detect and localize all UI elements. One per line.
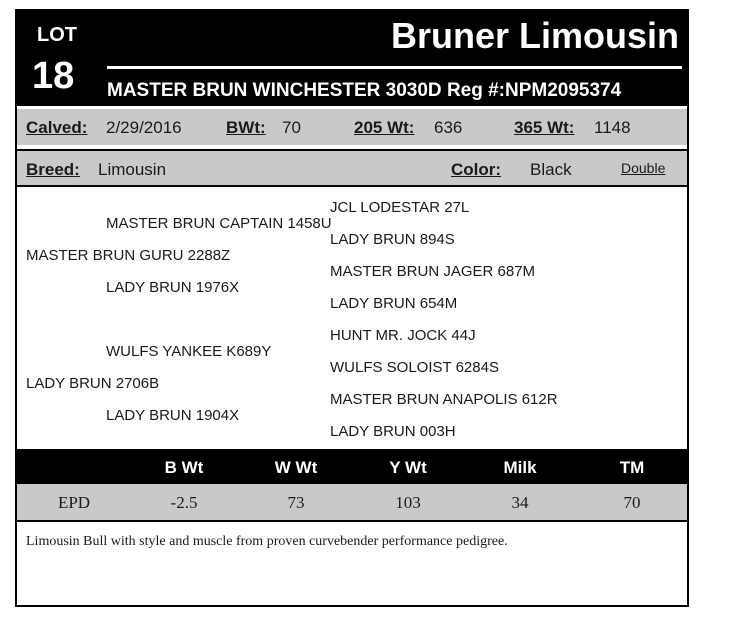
epd-row-label: EPD xyxy=(57,493,91,512)
epd-value-tm: 70 xyxy=(623,493,641,512)
epd-header-tm: TM xyxy=(619,458,645,477)
pedigree-sire-sire-sire: JCL LODESTAR 27L xyxy=(330,199,470,216)
calved-value: 2/29/2016 xyxy=(106,118,182,137)
weight-205-label: 205 Wt: xyxy=(354,118,415,137)
calved-label: Calved: xyxy=(26,118,88,137)
pedigree-dam-sire-dam: WULFS SOLOIST 6284S xyxy=(330,359,499,376)
breed-value: Limousin xyxy=(98,160,167,179)
pedigree-sire-sire-dam: LADY BRUN 894S xyxy=(330,231,455,248)
registration-number: Reg #:NPM2095374 xyxy=(446,80,622,101)
pedigree-sire-dam: LADY BRUN 1976X xyxy=(106,279,240,296)
animal-name: MASTER BRUN WINCHESTER 3030D xyxy=(107,80,442,101)
weight-365-value: 1148 xyxy=(594,118,631,137)
pedigree-dam-sire: WULFS YANKEE K689Y xyxy=(106,343,272,360)
pedigree-dam: LADY BRUN 2706B xyxy=(26,375,160,392)
breed-row xyxy=(17,149,687,187)
epd-header-ywt: Y Wt xyxy=(389,458,427,477)
lot-label: LOT xyxy=(37,24,77,46)
pedigree-dam-dam-sire: MASTER BRUN ANAPOLIS 612R xyxy=(330,391,558,408)
animal-name-line xyxy=(107,80,621,102)
bwt-value: 70 xyxy=(282,118,301,137)
lot-number: 18 xyxy=(32,55,75,97)
epd-value-milk: 34 xyxy=(511,493,529,512)
breed-label: Breed: xyxy=(26,160,80,179)
lot-comment: Limousin Bull with style and muscle from proven curvebender performance pedigree. xyxy=(26,534,508,549)
pedigree-sire-sire: MASTER BRUN CAPTAIN 1458U xyxy=(106,215,332,232)
color-value: Black xyxy=(530,160,572,179)
pedigree-sire-dam-sire: MASTER BRUN JAGER 687M xyxy=(330,263,536,280)
pedigree-sire-dam-dam: LADY BRUN 654M xyxy=(330,295,458,312)
epd-value-bwt: -2.5 xyxy=(170,493,198,512)
epd-header-row xyxy=(17,449,687,484)
weight-365-label: 365 Wt: xyxy=(514,118,575,137)
epd-header-bwt: B Wt xyxy=(164,458,204,477)
double-marker: Double xyxy=(621,160,666,176)
pedigree-dam-dam: LADY BRUN 1904X xyxy=(106,407,240,424)
epd-values-row xyxy=(17,484,687,522)
pedigree-dam-dam-dam: LADY BRUN 003H xyxy=(330,423,456,440)
epd-header-milk: Milk xyxy=(503,458,537,477)
stats-row xyxy=(17,109,687,145)
pedigree-dam-sire-sire: HUNT MR. JOCK 44J xyxy=(330,327,476,344)
epd-value-ywt: 103 xyxy=(395,493,421,512)
lot-header xyxy=(17,11,687,106)
header-divider xyxy=(107,66,682,69)
weight-205-value: 636 xyxy=(434,118,463,137)
bwt-label: BWt: xyxy=(226,118,266,137)
farm-name: Bruner Limousin xyxy=(390,15,679,56)
color-label: Color: xyxy=(451,160,502,179)
pedigree-block xyxy=(17,187,687,449)
epd-value-wwt: 73 xyxy=(287,493,305,512)
epd-header-wwt: W Wt xyxy=(274,458,318,477)
pedigree-sire: MASTER BRUN GURU 2288Z xyxy=(26,247,231,264)
lot-card xyxy=(15,9,689,607)
